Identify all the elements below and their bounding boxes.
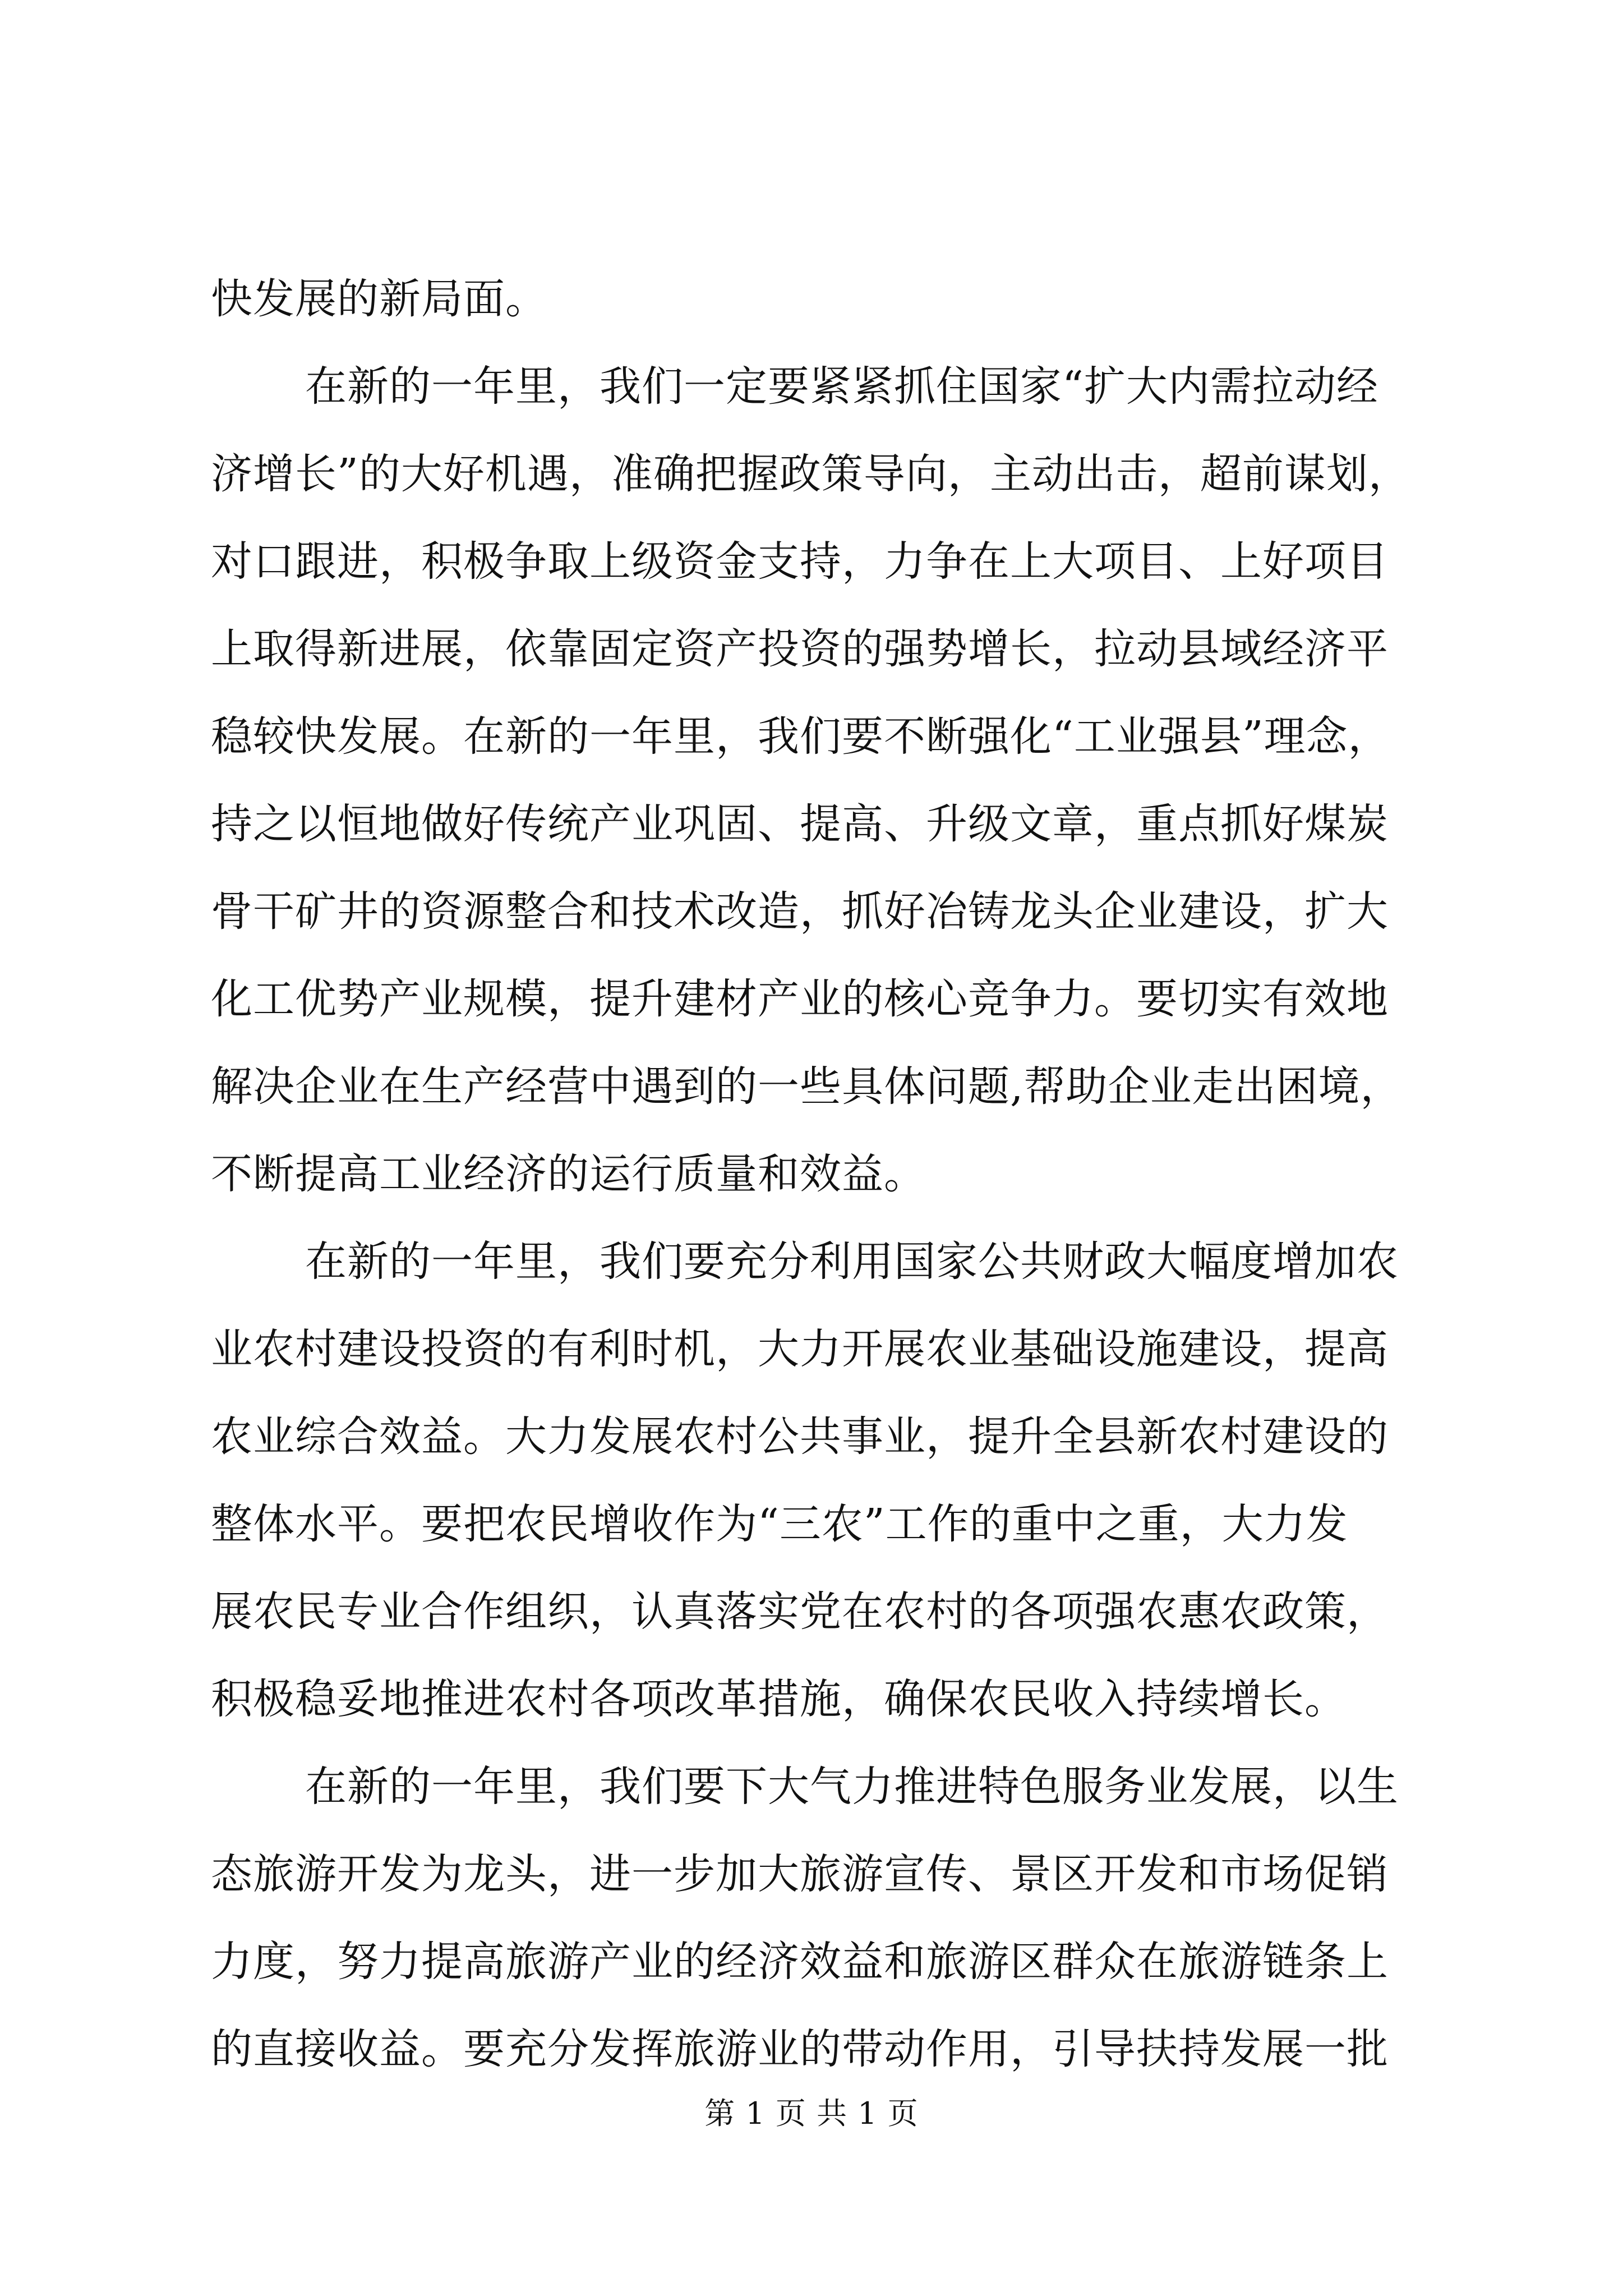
text-line: 快发展的新局面。 — [211, 275, 547, 323]
page-footer — [0, 2091, 1623, 2136]
document-body — [211, 255, 1422, 2093]
text-line: 整体水平。要把农民增收作为“三农”工作的重中之重，大力发 — [211, 1500, 1348, 1548]
text-line: 力度，努力提高旅游产业的经济效益和旅游区群众在旅游链条上 — [211, 1938, 1389, 1986]
text-line: 稳较快发展。在新的一年里，我们要不断强化“工业强县”理念， — [211, 712, 1390, 761]
text-line: 解决企业在生产经营中遇到的一些具体问题,帮助企业走出困境， — [211, 1062, 1403, 1111]
text-line: 农业综合效益。大力发展农村公共事业，提升全县新农村建设的 — [211, 1412, 1389, 1461]
text-line: 持之以恒地做好传统产业巩固、提高、升级文章，重点抓好煤炭 — [211, 800, 1389, 848]
text-line: 展农民专业合作组织，认真落实党在农村的各项强农惠农政策， — [211, 1588, 1389, 1636]
paragraph-3 — [211, 1218, 1422, 1743]
paragraph-2 — [211, 343, 1422, 1218]
text-line: 在新的一年里，我们要充分利用国家公共财政大幅度增加农 — [305, 1237, 1399, 1286]
text-line: 的直接收益。要充分发挥旅游业的带动作用，引导扶持发展一批 — [211, 2025, 1389, 2073]
text-line: 上取得新进展，依靠固定资产投资的强势增长，拉动县域经济平 — [211, 625, 1389, 673]
text-line: 在新的一年里，我们要下大气力推进特色服务业发展，以生 — [305, 1763, 1399, 1811]
text-line: 态旅游开发为龙头，进一步加大旅游宣传、景区开发和市场促销 — [211, 1850, 1389, 1898]
text-line: 积极稳妥地推进农村各项改革措施，确保农民收入持续增长。 — [211, 1675, 1347, 1723]
paragraph-4 — [211, 1743, 1422, 2093]
text-line: 济增长”的大好机遇，准确把握政策导向，主动出击，超前谋划， — [211, 450, 1410, 498]
page-number: 第 1 页 共 1 页 — [704, 2096, 919, 2131]
text-line: 骨干矿井的资源整合和技术改造，抓好冶铸龙头企业建设，扩大 — [211, 887, 1389, 936]
text-line: 在新的一年里，我们一定要紧紧抓住国家“扩大内需拉动经 — [305, 362, 1378, 411]
text-line: 化工优势产业规模，提升建材产业的核心竞争力。要切实有效地 — [211, 975, 1389, 1023]
text-line: 业农村建设投资的有利时机，大力开展农业基础设施建设，提高 — [211, 1325, 1389, 1373]
paragraph-1 — [211, 255, 1422, 343]
text-line: 对口跟进，积极争取上级资金支持，力争在上大项目、上好项目 — [211, 537, 1389, 586]
text-line: 不断提高工业经济的运行质量和效益。 — [211, 1150, 926, 1198]
